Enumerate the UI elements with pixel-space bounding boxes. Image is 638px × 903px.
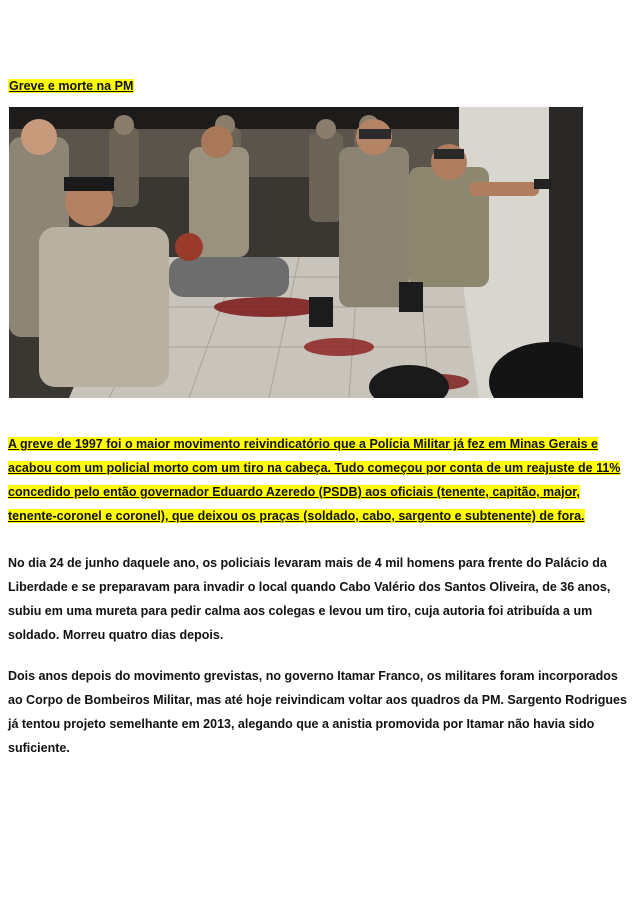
heading-text: Greve e morte na PM [9,79,134,93]
paragraph-1-text: A greve de 1997 foi o maior movimento reivindicatório que a Polícia Militar já fez em Minas Gerais e acabou com um policial morto com um tiro na cabeça. Tudo começou por conta de um reajuste de 11% concedido pelo então governador Eduardo Azeredo (PSDB) aos oficiais (tenente, capitão, major, tenente-coronel e coronel), que deixou os praças (soldado, cabo, sargento e subtenente) de fora. [8,437,621,523]
news-photo [9,107,583,398]
article-heading [8,78,134,94]
paragraph-2: No dia 24 de junho daquele ano, os policiais levaram mais de 4 mil homens para frente do Palácio da Liberdade e se preparavam para invadir o local quando Cabo Valério dos Santos Oliveira, de 36 anos, subiu em uma mureta para pedir calma aos colegas e levou um tiro, cuja autoria foi atribuída a um soldado. Morreu quatro dias depois. [8,556,611,642]
paragraph-3: Dois anos depois do movimento grevistas, no governo Itamar Franco, os militares foram incorporados ao Corpo de Bombeiros Militar, mas até hoje reivindicam voltar aos quadros da PM. Sargento Rodrigues já tentou projeto semelhante em 2013, alegando que a anistia promovida por Itamar não havia sido suficiente. [8,669,627,755]
photo-illustration [9,107,583,398]
paragraph-1 [8,432,630,528]
